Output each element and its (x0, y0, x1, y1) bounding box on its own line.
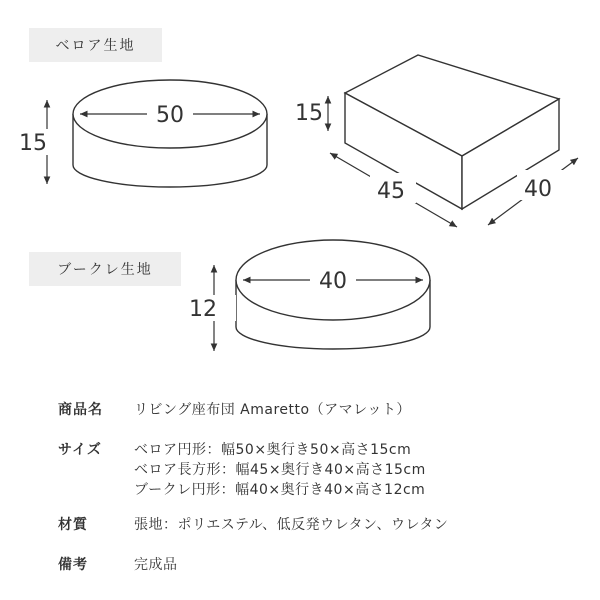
spec-value-product-name: リビング座布団 Amaretto（アマレット） (134, 402, 411, 418)
velour-round-diameter-label: 50 (156, 103, 184, 128)
velour-round-height-label: 15 (19, 131, 47, 156)
boucle-round-diameter-label: 40 (319, 269, 347, 294)
spec-value-material: 張地：ポリエステル、低反発ウレタン、ウレタン (134, 517, 449, 533)
spec-key-product-name: 商品名 (58, 402, 103, 418)
spec-key-material: 材質 (58, 517, 88, 533)
spec-value-size-line: ベロア円形：幅50×奥行き50×高さ15cm (134, 442, 412, 458)
velour-square-cushion (295, 55, 578, 227)
spec-value-note: 完成品 (134, 557, 178, 573)
velour-square-width-label: 45 (377, 179, 405, 204)
boucle-fabric-label: ブークレ生地 (29, 252, 181, 286)
spec-value-size-line: ブークレ円形：幅40×奥行き40×高さ12cm (134, 482, 426, 498)
boucle-round-height-label: 12 (189, 297, 217, 322)
velour-round-cushion (19, 80, 267, 187)
spec-value-size-line: ベロア長方形：幅45×奥行き40×高さ15cm (134, 462, 426, 478)
boucle-round-cushion (189, 240, 430, 351)
spec-key-note: 備考 (58, 557, 88, 573)
velour-fabric-label: ベロア生地 (29, 28, 162, 62)
spec-key-size: サイズ (58, 442, 102, 458)
velour-square-depth-label: 40 (524, 177, 552, 202)
velour-square-height-label: 15 (295, 101, 323, 126)
